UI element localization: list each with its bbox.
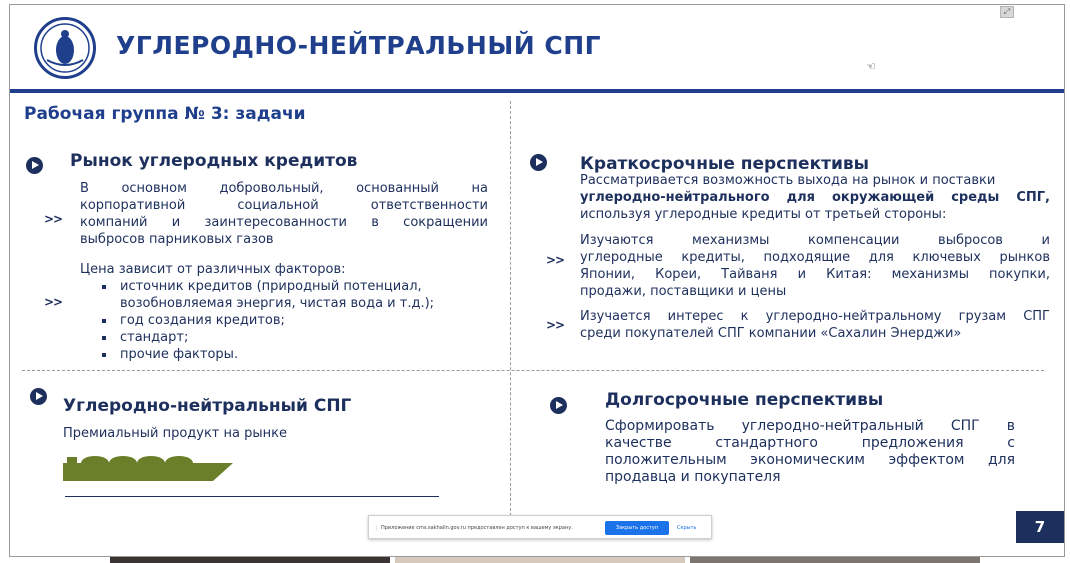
vertical-divider [510,101,511,521]
horizontal-divider [22,370,1044,371]
drag-handle-icon[interactable]: ⋮ [374,525,380,532]
section-heading-carbon-neutral-lng: Углеродно-нейтральный СПГ [63,396,352,416]
list-item: год создания кредитов; [94,312,494,329]
stop-sharing-button[interactable]: Закрыть доступ [605,521,669,535]
price-factors-intro: Цена зависит от различных факторов: [80,262,346,277]
section-heading-short-term: Краткосрочные перспективы [580,154,869,174]
carbon-market-description: В основном добровольный, основанный на корпоративной социальной ответственности компаний и заинтересованности в сокращении выбросов парниковых газов [80,181,488,247]
section-heading-carbon-market: Рынок углеродных кредитов [70,151,358,171]
chevron-right-icon: >> [44,212,63,226]
play-bullet-icon [30,388,47,405]
section-heading-long-term: Долгосрочные перспективы [605,390,884,410]
play-bullet-icon [550,397,567,414]
hide-link[interactable]: Скрыть [677,525,697,531]
chevron-right-icon: >> [44,295,63,309]
list-item: прочие факторы. [94,346,494,363]
slide-frame [9,4,1065,557]
header-divider [10,89,1064,93]
play-bullet-icon [530,154,547,171]
chevron-right-icon: >> [546,253,565,267]
slide-header [10,5,1064,89]
screen-share-notification [368,515,712,539]
short-term-mechanisms: Изучаются механизмы компенсации выбросов и углеродные кредиты, подходящие для ключевых рынков Японии, Кореи, Тайваня и Китая: механизмы покупки, продажи, поставщики и цены [580,233,1050,299]
hand-cursor-icon: ☜ [866,60,876,73]
chevron-right-icon: >> [546,318,565,332]
premium-product-text: Премиальный продукт на рынке [63,426,287,441]
underline-divider [65,496,439,497]
slide-title: УГЛЕРОДНО-НЕЙТРАЛЬНЫЙ СПГ [116,31,602,60]
long-term-description: Сформировать углеродно-нейтральный СПГ в качестве стандартного предложения с положительным экономическим эффектом для продавца и покупателя [605,418,1015,485]
play-bullet-icon [26,157,43,174]
short-term-intro: Рассматривается возможность выхода на рынок и поставки углеродно-нейтрального для окружающей среды СПГ, используя углеродные кредиты от третьей стороны: [580,173,1050,222]
page-number: 7 [1016,511,1064,543]
video-thumbnails-strip [110,557,980,563]
slide-subtitle: Рабочая группа № 3: задачи [24,104,306,124]
notification-text: Приложение cms.sakhalin.gov.ru предоставлен доступ к вашему экрану. [381,525,573,531]
list-item: источник кредитов (природный потенциал, возобновляемая энергия, чистая вода и т.д.); [94,278,494,312]
short-term-interest: Изучается интерес к углеродно-нейтральному грузам СПГ среди покупателей СПГ компании «Сахалин Энерджи» [580,309,1050,341]
price-factors-list [94,278,494,363]
lng-tanker-icon [63,455,233,483]
sakhalin-energy-logo-icon [34,17,96,79]
expand-icon[interactable]: ⤢ [1000,6,1014,18]
list-item: стандарт; [94,329,494,346]
